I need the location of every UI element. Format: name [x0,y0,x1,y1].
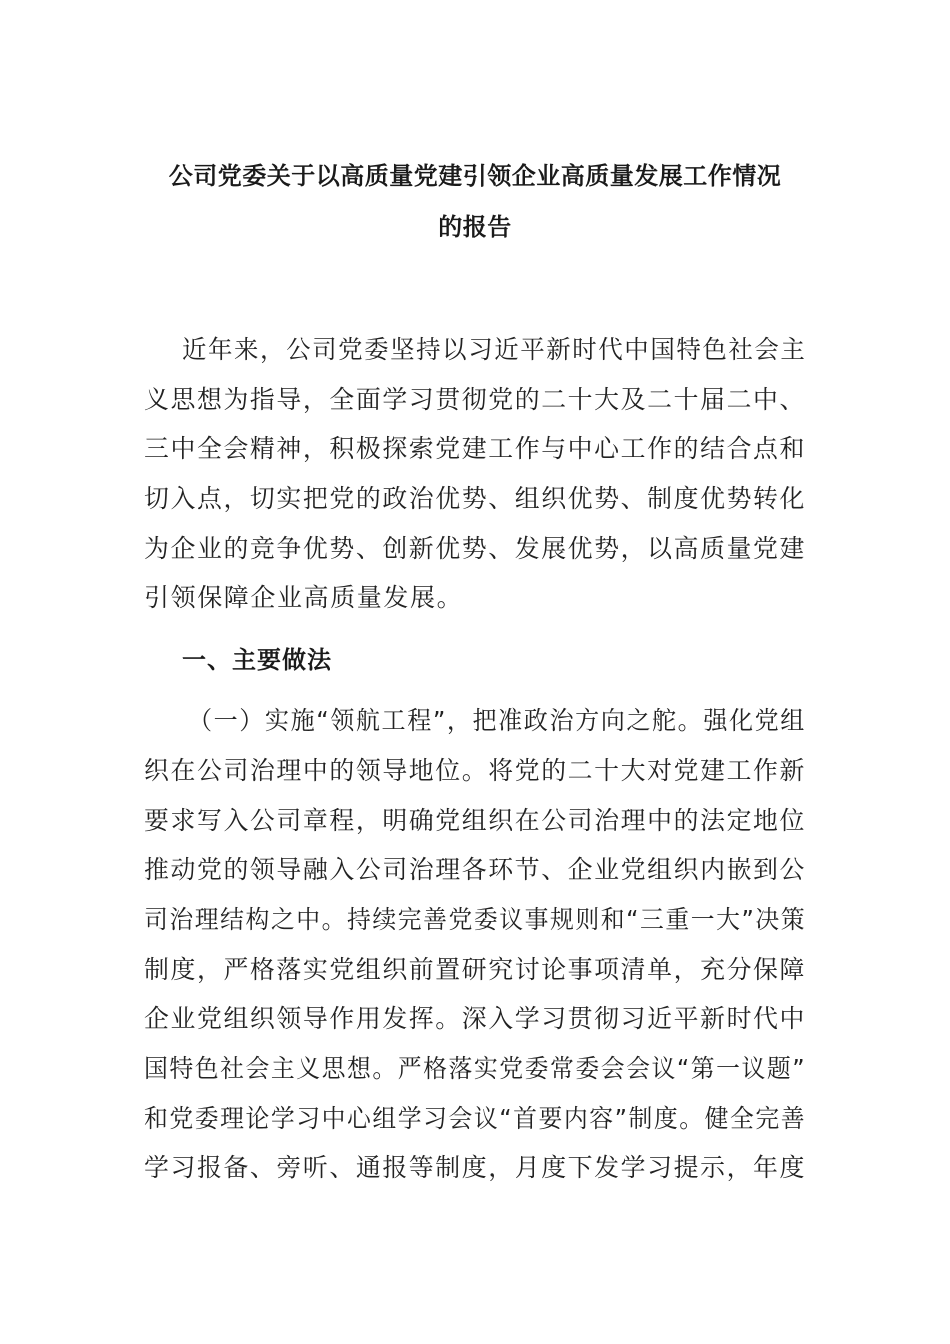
intro-line: 切入点，切实把党的政治优势、组织优势、制度优势转化 [144,484,807,513]
intro-line: 义思想为指导，全面学习贯彻党的二十大及二十届二中、 [144,385,807,414]
intro-line: 引领保障企业高质量发展。 [144,583,464,612]
intro-line: 为企业的竞争优势、创新优势、发展优势，以高质量党建 [144,534,807,563]
section1-line: 要求写入公司章程，明确党组织在公司治理中的法定地位 [144,806,807,835]
section-heading: 一、主要做法 [182,646,332,674]
section1-line: 企业党组织领导作用发挥。深入学习贯彻习近平新时代中 [144,1004,807,1033]
section1-line: 制度，严格落实党组织前置研究讨论事项清单，充分保障 [144,955,807,984]
section1-line: 推动党的领导融入公司治理各环节、企业党组织内嵌到公 [144,855,807,884]
document-title-line-1: 公司党委关于以高质量党建引领企业高质量发展工作情况 [168,162,782,190]
section1-line: 学习报备、旁听、通报等制度，月度下发学习提示，年度 [144,1153,807,1182]
section1-line: 和党委理论学习中心组学习会议“首要内容”制度。健全完善 [144,1104,807,1133]
section1-line: （一）实施“领航工程”，把准政治方向之舵。强化党组 [188,706,806,735]
document-title-line-2: 的报告 [438,213,512,241]
intro-line: 近年来，公司党委坚持以习近平新时代中国特色社会主 [182,335,807,364]
intro-line: 三中全会精神，积极探索党建工作与中心工作的结合点和 [144,434,807,463]
section1-line: 司治理结构之中。持续完善党委议事规则和“三重一大”决策 [144,905,807,934]
section1-line: 织在公司治理中的领导地位。将党的二十大对党建工作新 [144,756,807,785]
section1-line: 国特色社会主义思想。严格落实党委常委会会议“第一议题” [144,1054,807,1083]
